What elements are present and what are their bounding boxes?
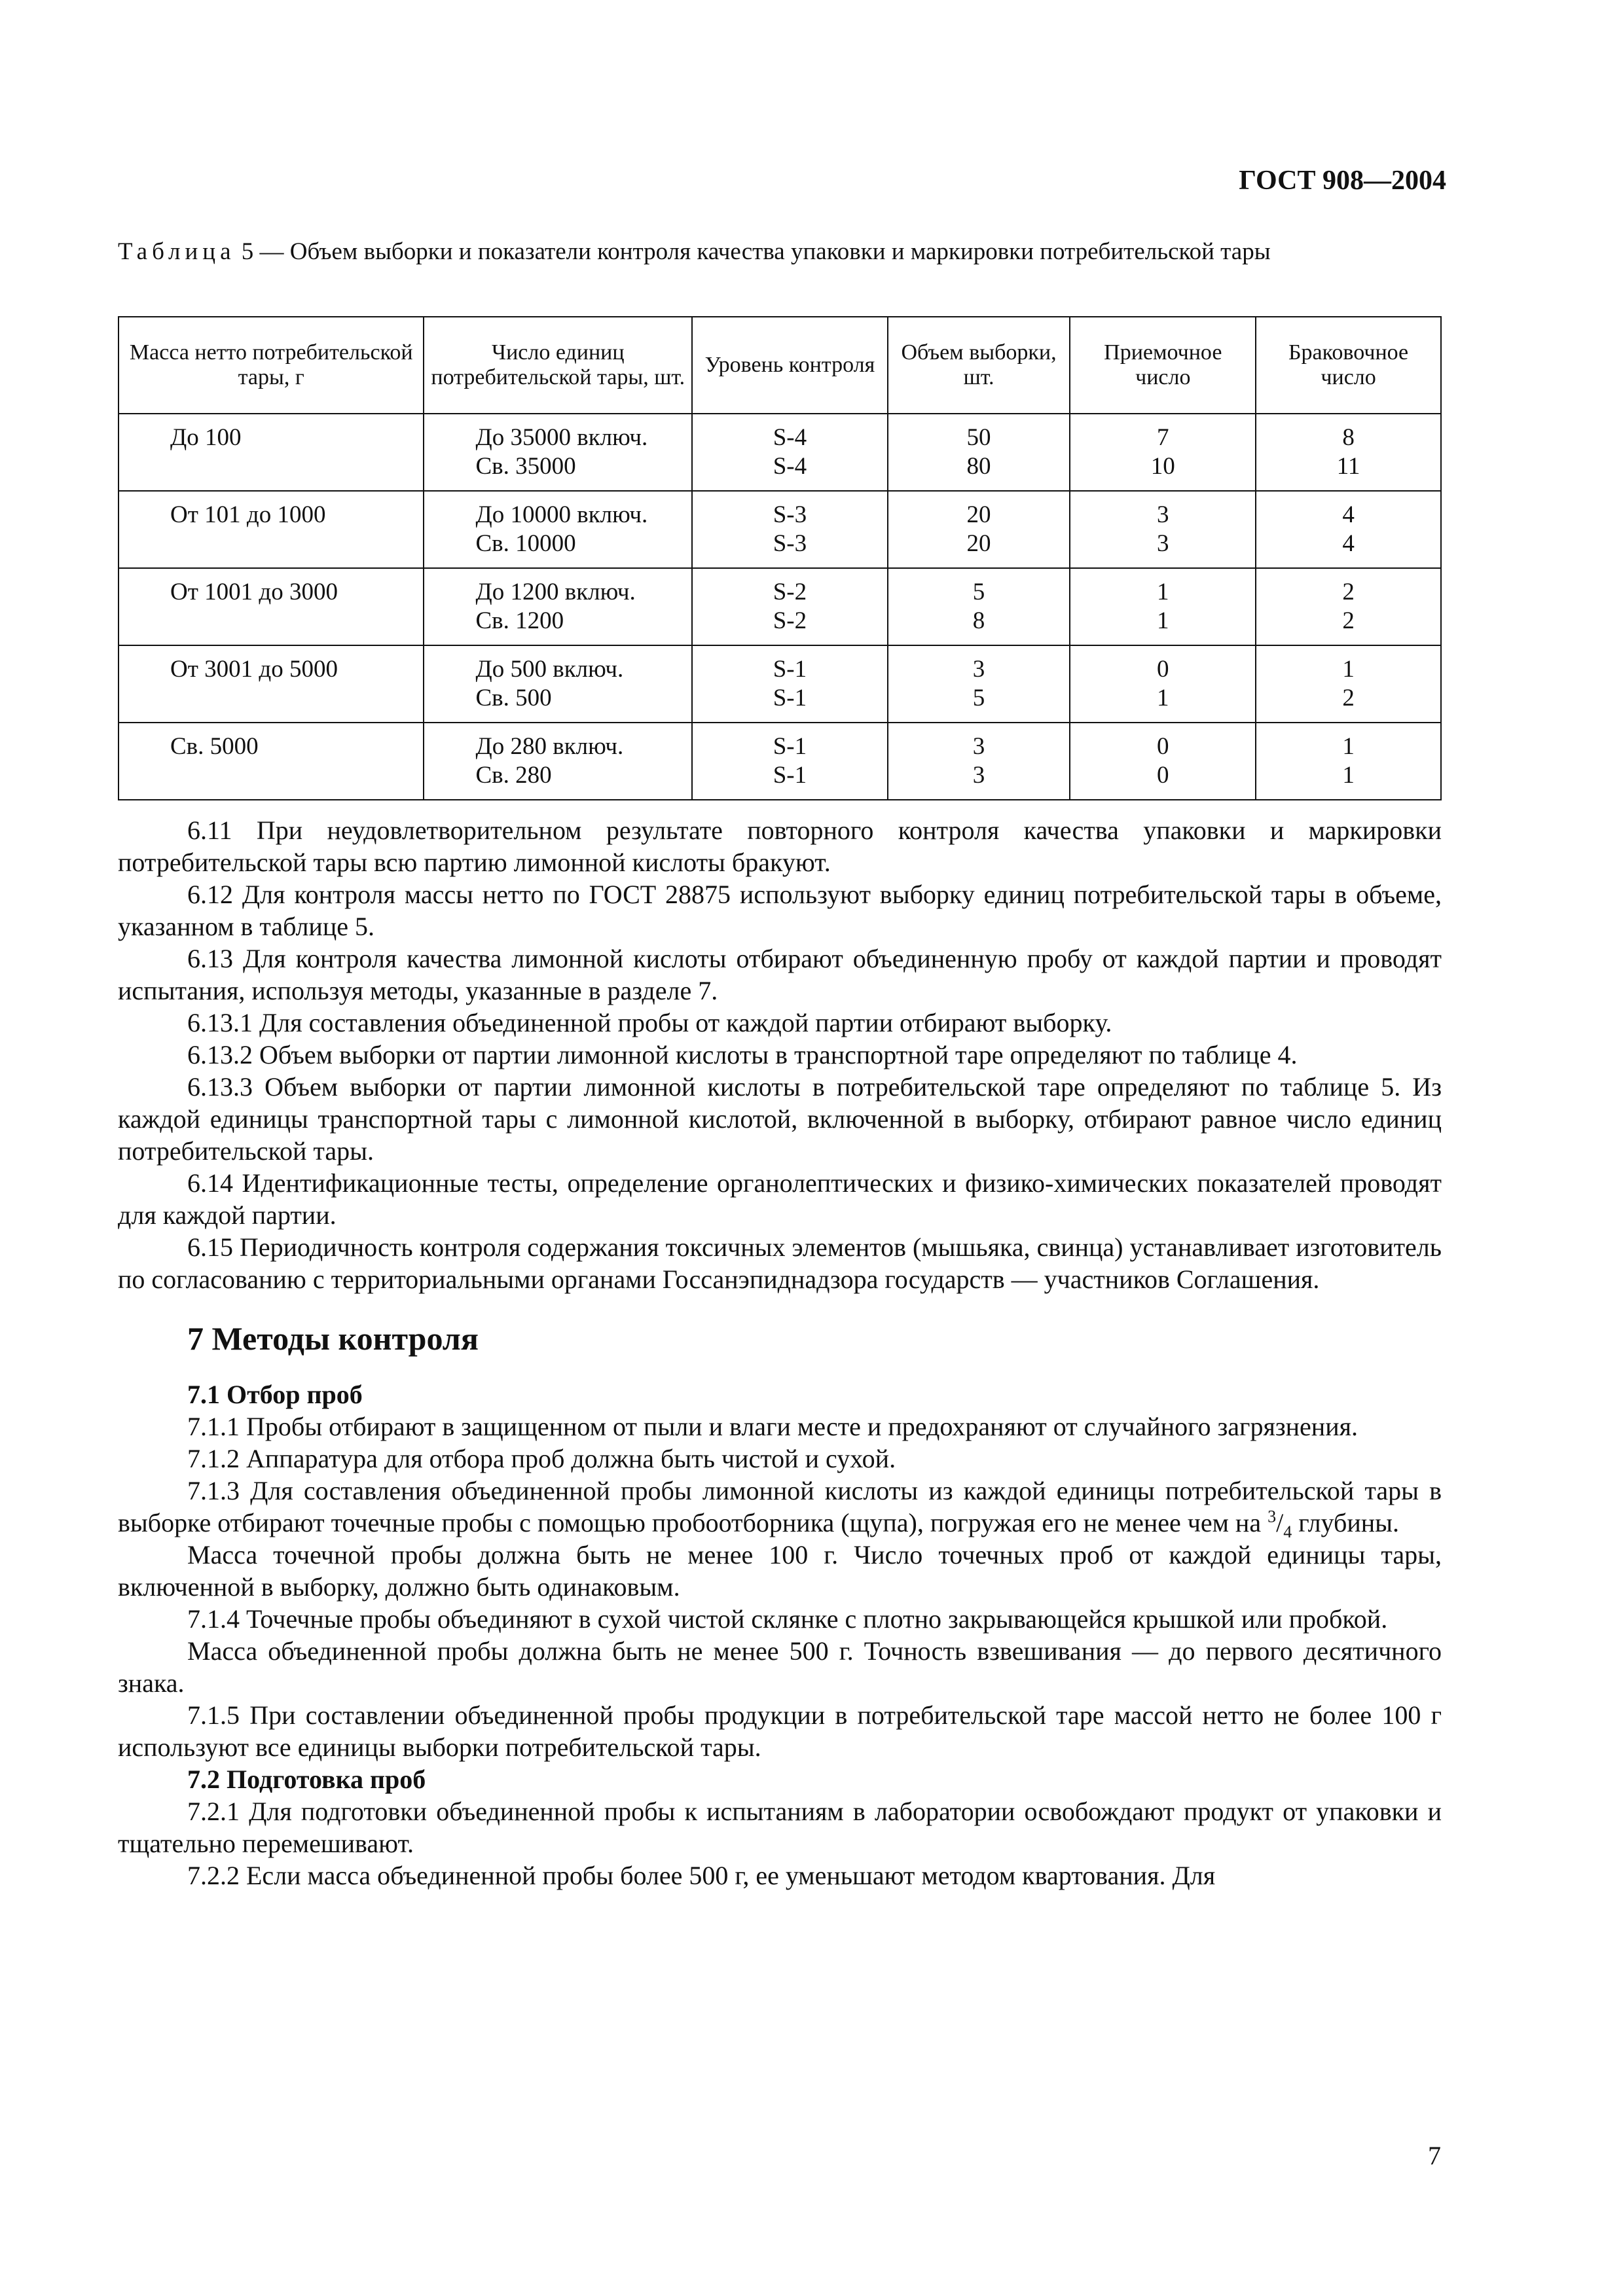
cell-line: 7 xyxy=(1157,424,1169,451)
table-caption-text: 5 — Объем выборки и показатели контроля качества упаковки и маркировки потребительской тары xyxy=(241,238,1271,265)
paragraph-6-11: 6.11 При неудовлетворительном результате повторного контроля качества упаковки и маркировки потребительской тары всю партию лимонной кислоты бракуют. xyxy=(118,816,1442,877)
fraction-denominator: 4 xyxy=(1283,1522,1292,1541)
paragraph-7-1-2: 7.1.2 Аппаратура для отбора проб должна быть чистой и сухой. xyxy=(187,1444,896,1473)
cell-sample xyxy=(888,491,1070,568)
cell-level xyxy=(692,723,888,800)
paragraph-7-1-3-text: 7.1.3 Для составления объединенной пробы лимонной кислоты из каждой единицы потребительской тары в выборке отбирают точечные пробы с помощью пробоотборника (щупа), погружая его не менее чем на xyxy=(118,1476,1442,1537)
table-caption xyxy=(118,237,1440,267)
paragraph-7-1-4-mass: Масса объединенной пробы должна быть не менее 500 г. Точность взвешивания — до первого десятичного знака. xyxy=(118,1636,1442,1698)
paragraph-7-1-5: 7.1.5 При составлении объединенной пробы продукции в потребительской таре массой нетто не более 100 г используют все единицы выборки потребительской тары. xyxy=(118,1700,1442,1762)
cell-accept xyxy=(1070,723,1256,800)
cell-line: S-3 xyxy=(773,530,807,557)
cell-line: S-4 xyxy=(773,453,807,480)
fraction-numerator: 3 xyxy=(1267,1507,1277,1526)
cell-accept xyxy=(1070,414,1256,491)
cell-line: 2 xyxy=(1342,607,1355,634)
table-row xyxy=(119,645,1441,723)
cell-mass: От 101 до 1000 xyxy=(119,491,424,568)
cell-mass: От 1001 до 3000 xyxy=(119,568,424,645)
cell-line: 11 xyxy=(1336,453,1360,480)
paragraph-7-1-4: 7.1.4 Точечные пробы объединяют в сухой чистой склянке с плотно закрывающейся крышкой или пробкой. xyxy=(187,1604,1388,1634)
cell-line: S-2 xyxy=(773,607,807,634)
cell-line: 3 xyxy=(1157,530,1169,557)
cell-line: 8 xyxy=(972,607,985,634)
cell-units xyxy=(424,414,692,491)
cell-line: Св. 35000 xyxy=(475,453,576,480)
cell-line: Св. 280 xyxy=(475,762,552,789)
table-row xyxy=(119,723,1441,800)
cell-units xyxy=(424,645,692,723)
sampling-table xyxy=(118,316,1442,800)
col-header-reject: Браковочное число xyxy=(1256,317,1441,414)
cell-line: 5 xyxy=(972,579,985,605)
cell-line: S-3 xyxy=(773,501,807,528)
cell-line: S-1 xyxy=(773,733,807,760)
cell-units xyxy=(424,568,692,645)
cell-units xyxy=(424,491,692,568)
cell-line: 1 xyxy=(1157,607,1169,634)
subsection-heading-7-1: 7.1 Отбор проб xyxy=(187,1380,363,1409)
cell-reject xyxy=(1256,414,1441,491)
cell-line: 1 xyxy=(1342,656,1355,683)
table-caption-prefix: Таблица xyxy=(118,238,236,265)
cell-line: 20 xyxy=(966,501,991,528)
cell-line: До 10000 включ. xyxy=(475,501,648,528)
col-header-sample: Объем выборки, шт. xyxy=(888,317,1070,414)
cell-line: Св. 1200 xyxy=(475,607,564,634)
cell-line: 0 xyxy=(1157,656,1169,683)
cell-line: 1 xyxy=(1157,579,1169,605)
cell-line: 4 xyxy=(1342,501,1355,528)
cell-line: 1 xyxy=(1342,762,1355,789)
cell-line: 3 xyxy=(972,656,985,683)
cell-line: 3 xyxy=(972,762,985,789)
cell-line: 3 xyxy=(1157,501,1169,528)
document-header: ГОСТ 908—2004 xyxy=(1239,166,1446,196)
cell-sample xyxy=(888,414,1070,491)
cell-line: S-2 xyxy=(773,579,807,605)
cell-mass: От 3001 до 5000 xyxy=(119,645,424,723)
paragraph-6-13-1: 6.13.1 Для составления объединенной пробы от каждой партии отбирают выборку. xyxy=(187,1008,1112,1037)
cell-line: 0 xyxy=(1157,733,1169,760)
paragraph-6-14: 6.14 Идентификационные тесты, определение органолептических и физико-химических показателей проводят для каждой партии. xyxy=(118,1168,1442,1230)
cell-line: S-1 xyxy=(773,685,807,711)
cell-line: Св. 500 xyxy=(475,685,552,711)
cell-accept xyxy=(1070,491,1256,568)
table-row xyxy=(119,491,1441,568)
paragraph-7-1-3-mass: Масса точечной пробы должна быть не менее 100 г. Число точечных проб от каждой единицы тары, включенной в выборку, должно быть одинаковым. xyxy=(118,1540,1442,1602)
cell-sample xyxy=(888,645,1070,723)
cell-units xyxy=(424,723,692,800)
cell-line: S-4 xyxy=(773,424,807,451)
cell-line: 2 xyxy=(1342,579,1355,605)
cell-mass: Св. 5000 xyxy=(119,723,424,800)
cell-reject xyxy=(1256,568,1441,645)
cell-level xyxy=(692,414,888,491)
cell-line: Св. 10000 xyxy=(475,530,576,557)
cell-line: 8 xyxy=(1342,424,1355,451)
table-header-row xyxy=(119,317,1441,414)
cell-reject xyxy=(1256,645,1441,723)
cell-line: S-1 xyxy=(773,762,807,789)
cell-line: 20 xyxy=(966,530,991,557)
paragraph-7-1-1: 7.1.1 Пробы отбирают в защищенном от пыли и влаги месте и предохраняют от случайного загрязнения. xyxy=(187,1412,1359,1441)
paragraph-7-1-3: 7.1.3 Для составления объединенной пробы лимонной кислоты из каждой единицы потребительской тары в выборке отбирают точечные пробы с помощью пробоотборника (щупа), погружая его не менее чем на $^3/_4$ глубины. xyxy=(118,1476,1442,1541)
cell-line: До 1200 включ. xyxy=(475,579,636,605)
page-number: 7 xyxy=(1428,2141,1441,2170)
cell-reject xyxy=(1256,491,1441,568)
cell-accept xyxy=(1070,568,1256,645)
document-body xyxy=(118,814,1442,1892)
section-heading-7: 7 Методы контроля xyxy=(187,1320,479,1357)
cell-line: S-1 xyxy=(773,656,807,683)
paragraph-6-12: 6.12 Для контроля массы нетто по ГОСТ 28875 используют выборку единиц потребительской тары в объеме, указанном в таблице 5. xyxy=(118,880,1442,941)
cell-level xyxy=(692,568,888,645)
cell-line: До 35000 включ. xyxy=(475,424,648,451)
cell-sample xyxy=(888,723,1070,800)
cell-reject xyxy=(1256,723,1441,800)
col-header-accept: Приемочное число xyxy=(1070,317,1256,414)
cell-line: 3 xyxy=(972,733,985,760)
paragraph-6-13-2: 6.13.2 Объем выборки от партии лимонной кислоты в транспортной таре определяют по таблице 4. xyxy=(187,1040,1298,1069)
col-header-units: Число единиц потребительской тары, шт. xyxy=(424,317,692,414)
cell-line: 0 xyxy=(1157,762,1169,789)
paragraph-7-1-3-end: глубины. xyxy=(1298,1508,1400,1537)
cell-line: 4 xyxy=(1342,530,1355,557)
cell-line: 2 xyxy=(1342,685,1355,711)
cell-level xyxy=(692,645,888,723)
cell-line: 50 xyxy=(966,424,991,451)
cell-line: 1 xyxy=(1157,685,1169,711)
col-header-level: Уровень контроля xyxy=(692,317,888,414)
paragraph-7-2-1: 7.2.1 Для подготовки объединенной пробы к испытаниям в лаборатории освобождают продукт от упаковки и тщательно перемешивают. xyxy=(118,1797,1442,1858)
paragraph-7-2-2: 7.2.2 Если масса объединенной пробы более 500 г, ее уменьшают методом квартования. Для xyxy=(187,1861,1216,1890)
cell-accept xyxy=(1070,645,1256,723)
table-row xyxy=(119,568,1441,645)
cell-sample xyxy=(888,568,1070,645)
col-header-mass: Масса нетто потребительской тары, г xyxy=(119,317,424,414)
subsection-heading-7-2: 7.2 Подготовка проб xyxy=(187,1765,426,1794)
cell-mass: До 100 xyxy=(119,414,424,491)
paragraph-6-13: 6.13 Для контроля качества лимонной кислоты отбирают объединенную пробу от каждой партии и проводят испытания, используя методы, указанные в разделе 7. xyxy=(118,944,1442,1005)
paragraph-6-13-3: 6.13.3 Объем выборки от партии лимонной кислоты в потребительской таре определяют по таблице 5. Из каждой единицы транспортной тары с лимонной кислотой, включенной в выборку, отбирают равное число единиц потребительской тары. xyxy=(118,1072,1442,1166)
paragraph-6-15: 6.15 Периодичность контроля содержания токсичных элементов (мышьяка, свинца) устанавливает изготовитель по согласованию с территориальными органами Госсанэпиднадзора государств — участников Соглашения. xyxy=(118,1232,1442,1294)
cell-line: До 500 включ. xyxy=(475,656,624,683)
cell-level xyxy=(692,491,888,568)
cell-line: 1 xyxy=(1342,733,1355,760)
cell-line: До 280 включ. xyxy=(475,733,624,760)
cell-line: 5 xyxy=(972,685,985,711)
cell-line: 80 xyxy=(966,453,991,480)
table-row xyxy=(119,414,1441,491)
cell-line: 10 xyxy=(1150,453,1175,480)
